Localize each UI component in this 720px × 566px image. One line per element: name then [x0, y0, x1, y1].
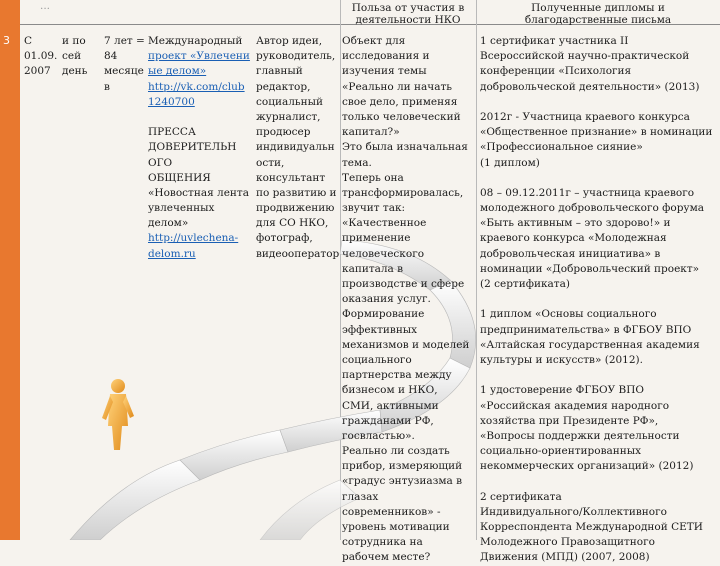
cell-line: добровольческой деятельности» (2013) — [480, 80, 700, 93]
cell-line: Реально ли создать — [342, 445, 450, 458]
cell-line: продвижению — [256, 202, 335, 215]
cell-line: «Вопросы поддержки деятельности — [480, 429, 680, 442]
cell-line: эффективных — [342, 323, 418, 336]
cell-line: консультант — [256, 171, 326, 184]
column-end-date: и по сей день — [62, 35, 88, 78]
cell-line: бизнесом и НКО, — [342, 384, 438, 397]
cell-line — [480, 171, 712, 186]
cell-line: Всероссийской научно-практической — [480, 50, 690, 63]
cell-line: ости, — [256, 156, 285, 169]
cell-line: (2 сертификата) — [480, 278, 570, 290]
cell-line: 2012г - Участница краевого конкурса — [480, 110, 690, 123]
project-link[interactable]: проект «Увлечени — [148, 50, 250, 63]
cell-line — [480, 474, 712, 489]
cell-line: изучения темы — [342, 65, 427, 78]
cell-line: ДОВЕРИТЕЛЬН — [148, 141, 237, 154]
cell-line: (1 диплом) — [480, 156, 540, 169]
climbing-figure — [102, 379, 134, 450]
cell-line: культуры и искусств» (2012). — [480, 353, 643, 366]
header-fragment: ... — [39, 0, 50, 12]
cell-line: хозяйства при Президенте РФ», — [480, 414, 659, 427]
cell-line: «Профессиональное сияние» — [480, 141, 643, 154]
cell-line: Теперь она — [342, 171, 404, 184]
cell-line: механизмов и моделей — [342, 338, 470, 351]
cell-line: Корреспондента Международной СЕТИ — [480, 521, 703, 533]
cell-line: главный — [256, 65, 303, 78]
cell-line: видеооператор — [256, 247, 340, 260]
cell-line: социально-ориентированных — [480, 445, 642, 458]
cell-line: звучит так: — [342, 202, 406, 215]
cell-line: глазах — [342, 490, 379, 503]
cell-line: 1 удостоверение ФГБОУ ВПО — [480, 384, 645, 397]
cell-line: «градус энтузиазма в — [342, 475, 463, 488]
cell-line: Автор идеи, — [256, 35, 323, 47]
project-link[interactable]: 1240700 — [148, 95, 195, 108]
cell-line: номинации «Добровольческий проект» — [480, 262, 700, 275]
cell-line: 1 сертификат участника II — [480, 35, 629, 47]
cell-line: свое дело, применяя — [342, 95, 458, 108]
cell-line: «Общественное признание» в номинации — [480, 126, 713, 139]
cell-line: добровольческая инициатива» в — [480, 247, 661, 260]
cell-line: журналист, — [256, 110, 321, 123]
cell-line: редактор, — [256, 80, 311, 93]
cell-line: партнерства между — [342, 369, 452, 382]
cell-line: «Быть активным – это здорово!» и — [480, 217, 671, 230]
cell-line — [480, 292, 712, 307]
cell-line: 08 – 09.12.2011г – участница краевого — [480, 186, 695, 199]
cell-line: «Новостная лента — [148, 186, 249, 199]
cell-line — [480, 368, 712, 383]
cell-line: «Российская академия народного — [480, 399, 670, 412]
cell-line: для СО НКО, — [256, 217, 329, 230]
column-start-date: С 01.09. 2007 — [24, 35, 58, 78]
cell-line: 2 сертификата — [480, 490, 562, 503]
header-benefit: Польза от участия в деятельности НКО — [351, 2, 465, 26]
cell-line: прибор, измеряющий — [342, 460, 463, 473]
cell-line: предпринимательства» в ФГБОУ ВПО — [480, 323, 692, 336]
cell-line: Международный — [148, 35, 243, 47]
header-awards: Полученные дипломы и благодарственные письма — [524, 2, 672, 26]
cell-line: делом» — [148, 217, 189, 230]
cell-line: увлеченных — [148, 202, 215, 215]
cell-line: госвластью». — [342, 429, 415, 442]
cell-line: социальный — [256, 95, 323, 108]
cell-line: только человеческий — [342, 110, 461, 123]
cell-line: конференции «Психология — [480, 65, 632, 78]
cell-line: капитала в — [342, 262, 404, 275]
cell-line: индивидуальн — [256, 141, 335, 154]
cell-line: ОБЩЕНИЯ — [148, 171, 211, 184]
cell-line: «Реально ли начать — [342, 80, 452, 93]
cell-line: Это была изначальная — [342, 141, 468, 154]
cell-line: 1 диплом «Основы социального — [480, 308, 657, 321]
cell-line: современников» - — [342, 505, 441, 518]
cell-line: «Алтайская государственная академия — [480, 338, 700, 351]
cell-line: Формирование — [342, 308, 425, 321]
cell-line: трансформировалась, — [342, 186, 464, 199]
project-link[interactable]: http://uvlechena- — [148, 232, 239, 245]
cell-line: по развитию и — [256, 186, 337, 199]
cell-line: руководитель, — [256, 50, 336, 63]
cell-line: применение — [342, 232, 411, 245]
cell-line: уровень мотивации — [342, 521, 450, 533]
project-link[interactable]: http://vk.com/club — [148, 80, 245, 93]
cell-line: Объект для — [342, 35, 406, 47]
project-link[interactable]: delom.ru — [148, 247, 196, 260]
column-project — [148, 34, 250, 262]
row-number: 3 — [3, 34, 10, 47]
cell-line: некоммерческих организаций» (2012) — [480, 460, 694, 473]
project-link[interactable]: ые делом» — [148, 65, 207, 78]
cell-line — [148, 110, 250, 125]
cell-line: тема. — [342, 156, 372, 169]
cell-line: Движения (МПД) (2007, 2008) — [480, 551, 650, 564]
cell-line: человеческого — [342, 247, 425, 260]
cell-line: продюсер — [256, 126, 311, 139]
cell-line: исследования и — [342, 50, 430, 63]
cell-line: краевого конкурса «Молодежная — [480, 232, 667, 245]
column-duration: 7 лет = 84 месяце в — [104, 35, 145, 93]
cell-line: ПРЕССА — [148, 126, 196, 139]
column-role — [256, 34, 339, 262]
column-benefit — [342, 34, 469, 566]
cell-line: фотограф, — [256, 232, 313, 245]
cell-line: молодежного добровольческого форума — [480, 202, 705, 215]
cell-line: оказания услуг. — [342, 293, 431, 306]
column-awards — [480, 34, 712, 566]
cell-line: сотрудника на — [342, 536, 423, 549]
left-accent-bar — [0, 0, 20, 540]
cell-line: Молодежного Правозащитного — [480, 536, 655, 549]
cell-line — [480, 95, 712, 110]
cell-line: Индивидуального/Коллективного — [480, 505, 667, 518]
cell-line: капитал?» — [342, 126, 400, 139]
cell-line: социального — [342, 353, 412, 366]
cell-line: «Качественное — [342, 217, 427, 230]
cell-line: ОГО — [148, 156, 173, 169]
cell-line: рабочем месте? — [342, 551, 431, 564]
cell-line: СМИ, активными — [342, 399, 439, 412]
cell-line: производстве и сфере — [342, 278, 465, 290]
cell-line: гражданами РФ, — [342, 414, 434, 427]
